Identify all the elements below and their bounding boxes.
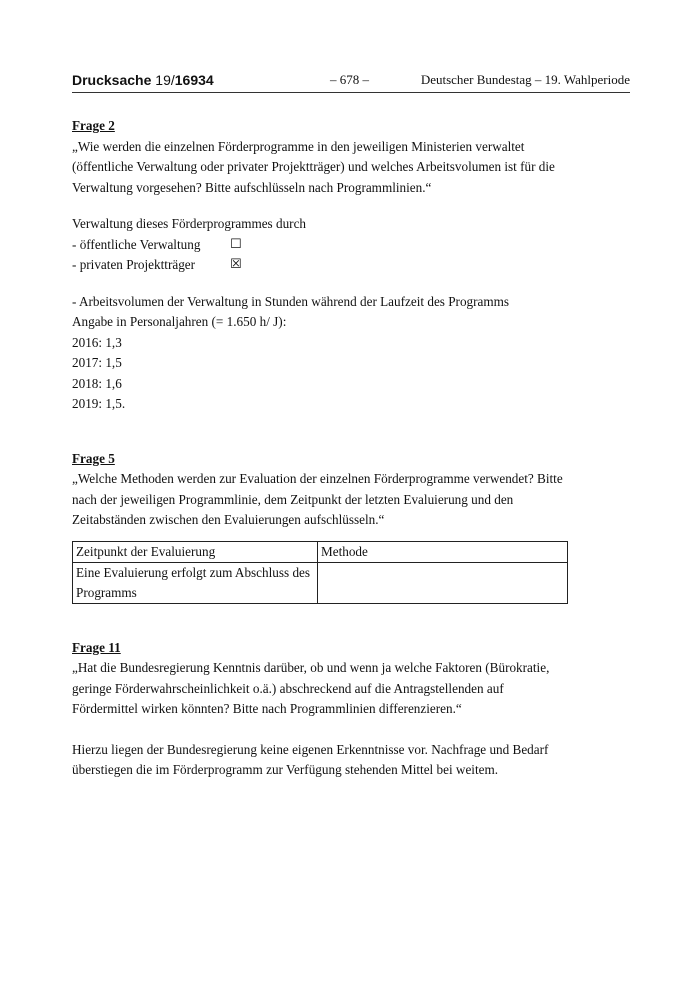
parliament-label: Deutscher Bundestag – 19. Wahlperiode <box>420 72 630 87</box>
option-public-administration <box>72 235 572 256</box>
admin-intro: Verwaltung dieses Förderprogrammes durch <box>72 216 307 231</box>
workload-line-1: - Arbeitsvolumen der Verwaltung in Stunden während der Laufzeit des Programms <box>72 293 510 309</box>
document-number <box>72 72 214 88</box>
doc-label: Drucksache <box>72 72 152 88</box>
year-value: 2019: 1,5. <box>72 396 126 411</box>
checkbox-crossed-icon: ☒ <box>230 257 242 272</box>
option-private-project-agency <box>72 255 572 276</box>
year-value: 2018: 1,6 <box>72 375 122 391</box>
frage-5-title: Frage 5 <box>72 450 115 466</box>
doc-number-prefix: 19/ <box>155 72 175 88</box>
table-header-cell: Zeitpunkt der Evaluierung <box>73 541 318 562</box>
page-header <box>72 72 630 93</box>
frage-11-question: „Hat die Bundesregierung Kenntnis darüber, ob und wenn ja welche Faktoren (Bürokratie, geringe Förderwahrscheinlichkeit o.ä.) abschreckend auf die Antragstellenden auf Fördermittel wirken könnten? Bitte nach Programmlinien differenzieren.“ <box>72 660 550 716</box>
doc-number: 16934 <box>174 72 214 88</box>
option-label: - privaten Projektträger <box>72 257 196 272</box>
evaluation-table <box>72 541 568 604</box>
frage-11-answer: Hierzu liegen der Bundesregierung keine eigenen Erkenntnisse vor. Nachfrage und Bedarf überstiegen die im Förderprogramm zur Verfügung stehenden Mittel bei weitem. <box>72 741 549 777</box>
workload-line-2: Angabe in Personaljahren (= 1.650 h/ J): <box>72 314 287 329</box>
year-value: 2016: 1,3 <box>72 334 122 350</box>
table-header-cell: Methode <box>318 541 568 562</box>
section-frage-2 <box>72 116 572 415</box>
table-cell: Eine Evaluierung erfolgt zum Abschluss des Programms <box>73 562 318 603</box>
table-cell <box>318 562 568 603</box>
option-label: - öffentliche Verwaltung <box>72 236 201 252</box>
year-value: 2017: 1,5 <box>72 355 122 370</box>
frage-5-question: „Welche Methoden werden zur Evaluation der einzelnen Förderprogramme verwendet? Bitte nach der jeweiligen Programmlinie, dem Zeitpunkt der letzten Evaluierung und den Zeitabständen zwischen den Evaluierungen aufschlüsseln.“ <box>72 471 563 527</box>
frage-11-title: Frage 11 <box>72 639 121 655</box>
frage-2-title: Frage 2 <box>72 118 115 133</box>
frage-2-question: „Wie werden die einzelnen Förderprogramme in den jeweiligen Ministerien verwaltet (öffentliche Verwaltung oder privater Projektträger) und welches Arbeitsvolumen ist für die Verwaltung vorgesehen? Bitte aufschlüsseln nach Programmlinien.“ <box>72 138 555 195</box>
table-row <box>73 562 568 603</box>
section-frage-5 <box>72 449 572 604</box>
document-body <box>72 116 572 781</box>
table-header-row <box>73 541 568 562</box>
page-number: – 678 – <box>330 72 369 87</box>
checkbox-unchecked-icon: ☐ <box>230 236 242 252</box>
section-frage-11 <box>72 638 572 781</box>
